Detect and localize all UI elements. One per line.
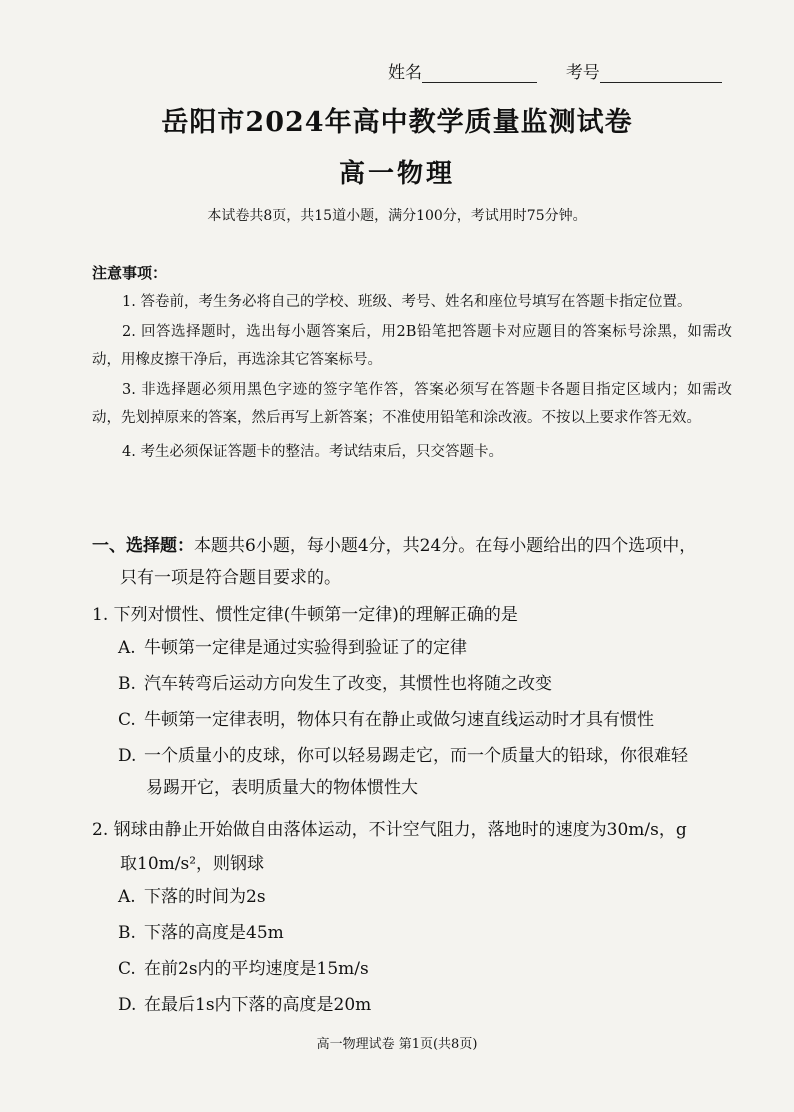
option-text: 牛顿第一定律是通过实验得到验证了的定律 — [144, 638, 467, 658]
option-text: 下落的高度是45m — [144, 923, 284, 943]
question-1-option-d — [118, 741, 738, 771]
question-1-option-c — [118, 705, 738, 735]
name-label: 姓名 — [388, 63, 422, 83]
option-text: 下落的时间为2s — [144, 887, 266, 907]
section-heading: 一、选择题： — [92, 536, 194, 556]
note-item: 2. 回答选择题时，选出每小题答案后，用2B铅笔把答题卡对应题目的答案标号涂黑，如需改动，用橡皮擦干净后，再选涂其它答案标号。 — [92, 324, 732, 368]
exam-no-blank — [600, 64, 722, 83]
option-text: 在最后1s内下落的高度是20m — [144, 995, 372, 1015]
section-1-instructions — [92, 530, 732, 594]
option-letter: A. — [118, 887, 136, 907]
subject-title: 高一物理 — [338, 159, 455, 189]
notes-heading: 注意事项： — [92, 264, 168, 282]
question-1-option-d-continued: 易踢开它，表明质量大的物体惯性大 — [146, 778, 418, 798]
option-text: 在前2s内的平均速度是15m/s — [144, 959, 369, 979]
option-letter: B. — [118, 923, 136, 943]
option-letter: A. — [118, 638, 136, 658]
header-fields — [388, 58, 722, 83]
option-letter: C. — [118, 710, 136, 730]
option-letter: B. — [118, 674, 136, 694]
option-text: 一个质量小的皮球，你可以轻易踢走它，而一个质量大的铅球，你很难轻 — [144, 746, 688, 766]
question-2-option-a — [118, 882, 738, 912]
section-text-1: 本题共6小题，每小题4分，共24分。在每小题给出的四个选项中， — [194, 536, 697, 556]
exam-no-label: 考号 — [565, 63, 600, 83]
page-footer: 高一物理试卷 第1页(共8页) — [316, 1037, 478, 1052]
option-letter: D. — [118, 746, 137, 766]
question-2-stem-line-1: 2. 钢球由静止开始做自由落体运动，不计空气阻力，落地时的速度为30m/s，g — [92, 820, 687, 840]
note-item: 1. 答卷前，考生务必将自己的学校、班级、考号、姓名和座位号填写在答题卡指定位置。 — [122, 294, 692, 310]
question-1-stem: 1. 下列对惯性、惯性定律(牛顿第一定律)的理解正确的是 — [92, 605, 518, 625]
question-2-option-b — [118, 918, 738, 948]
note-item: 3. 非选择题必须用黑色字迹的签字笔作答，答案必须写在答题卡各题目指定区域内；如需改动，先划掉原来的答案，然后再写上新答案；不准使用铅笔和涂改液。不按以上要求作答无效。 — [92, 382, 732, 426]
question-1-option-b — [118, 669, 738, 699]
exam-title: 岳阳市2024年高中教学质量监测试卷 — [161, 107, 633, 138]
option-letter: D. — [118, 995, 137, 1015]
name-blank — [422, 64, 537, 83]
exam-info: 本试卷共8页，共15道小题，满分100分，考试用时75分钟。 — [207, 208, 587, 224]
note-item: 4. 考生必须保证答题卡的整洁。考试结束后，只交答题卡。 — [122, 444, 503, 460]
question-1-option-a — [118, 633, 738, 663]
option-text: 牛顿第一定律表明，物体只有在静止或做匀速直线运动时才具有惯性 — [144, 710, 654, 730]
option-letter: C. — [118, 959, 136, 979]
notes-list — [92, 288, 732, 466]
option-text: 汽车转弯后运动方向发生了改变，其惯性也将随之改变 — [144, 674, 552, 694]
section-text-2: 只有一项是符合题目要求的。 — [120, 568, 341, 588]
question-2-option-c — [118, 954, 738, 984]
question-2-stem-line-2: 取10m/s²，则钢球 — [120, 854, 265, 874]
question-2-option-d — [118, 990, 738, 1020]
